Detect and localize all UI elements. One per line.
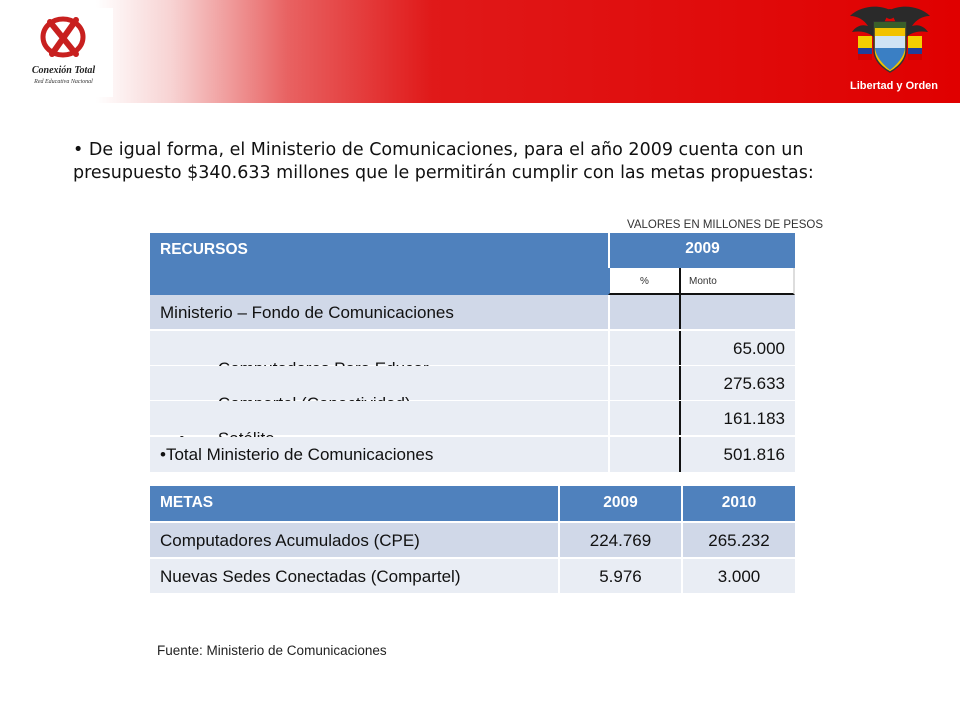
metas-value: 5.976 xyxy=(599,567,642,586)
source-note: Fuente: Ministerio de Comunicaciones xyxy=(157,643,387,658)
resource-row-amount xyxy=(679,331,795,365)
pct-subheader xyxy=(608,268,679,295)
resource-row-label xyxy=(150,437,608,472)
x-logo-icon xyxy=(40,14,86,60)
year-2009-header xyxy=(608,233,795,268)
metas-row-2009 xyxy=(558,523,681,557)
resource-amount: 501.816 xyxy=(723,445,785,464)
metas-row-2009 xyxy=(558,559,681,593)
resource-row-pct xyxy=(608,331,679,365)
motto-text: Libertad y Orden xyxy=(849,80,939,92)
resource-row-amount xyxy=(679,401,795,435)
resource-row-label xyxy=(150,401,608,435)
metas-year-label: 2010 xyxy=(721,494,757,511)
metas-year-2010-header xyxy=(681,486,795,521)
resource-row-pct xyxy=(608,366,679,400)
amount-subheader xyxy=(679,268,795,295)
metas-value: 3.000 xyxy=(717,567,761,586)
resource-row-amount xyxy=(679,366,795,400)
metas-label: Nuevas Sedes Conectadas (Compartel) xyxy=(160,567,461,586)
resources-header xyxy=(150,233,608,295)
metas-row-2010 xyxy=(681,559,795,593)
resource-row-pct xyxy=(608,295,679,329)
resource-row-label xyxy=(150,331,608,365)
resource-amount: 65.000 xyxy=(733,339,785,358)
metas-year-label: 2009 xyxy=(603,494,638,511)
year-2009-label: 2009 xyxy=(685,240,720,257)
metas-value: 224.769 xyxy=(589,531,652,550)
conexion-total-logo xyxy=(14,8,113,97)
metas-header-label: METAS xyxy=(160,494,214,511)
bullet-marker: • xyxy=(73,140,84,160)
intro-text: De igual forma, el Ministerio de Comunicaciones, para el año 2009 cuenta con un presupuesto $340.633 millones que le permitirán cumplir con las metas propuestas: xyxy=(73,140,814,183)
resource-label: •Total Ministerio de Comunicaciones xyxy=(160,445,434,464)
resource-row-label xyxy=(150,295,608,329)
resource-label: Ministerio – Fondo de Comunicaciones xyxy=(160,303,454,322)
resource-amount: 161.183 xyxy=(723,409,785,428)
resource-row-pct xyxy=(608,437,679,472)
resource-row-label xyxy=(150,366,608,400)
metas-row-2010 xyxy=(681,523,795,557)
units-note: VALORES EN MILLONES DE PESOS xyxy=(627,219,823,231)
intro-paragraph xyxy=(73,139,863,185)
amount-label: Monto xyxy=(689,276,717,287)
logo-title: Conexión Total xyxy=(31,65,96,76)
pct-label: % xyxy=(640,276,649,287)
resource-amount: 275.633 xyxy=(723,374,785,393)
resource-row-pct xyxy=(608,401,679,435)
logo-subtitle: Red Educativa Nacional xyxy=(34,79,93,85)
header-banner xyxy=(0,0,960,103)
metas-row-label xyxy=(150,559,558,593)
resource-row-amount xyxy=(679,295,795,329)
metas-year-2009-header xyxy=(558,486,681,521)
resources-header-label: RECURSOS xyxy=(160,241,248,258)
metas-label: Computadores Acumulados (CPE) xyxy=(160,531,420,550)
metas-row-label xyxy=(150,523,558,557)
metas-header xyxy=(150,486,558,521)
coat-of-arms-icon xyxy=(838,2,942,80)
metas-value: 265.232 xyxy=(708,531,770,550)
resource-row-amount xyxy=(679,437,795,472)
